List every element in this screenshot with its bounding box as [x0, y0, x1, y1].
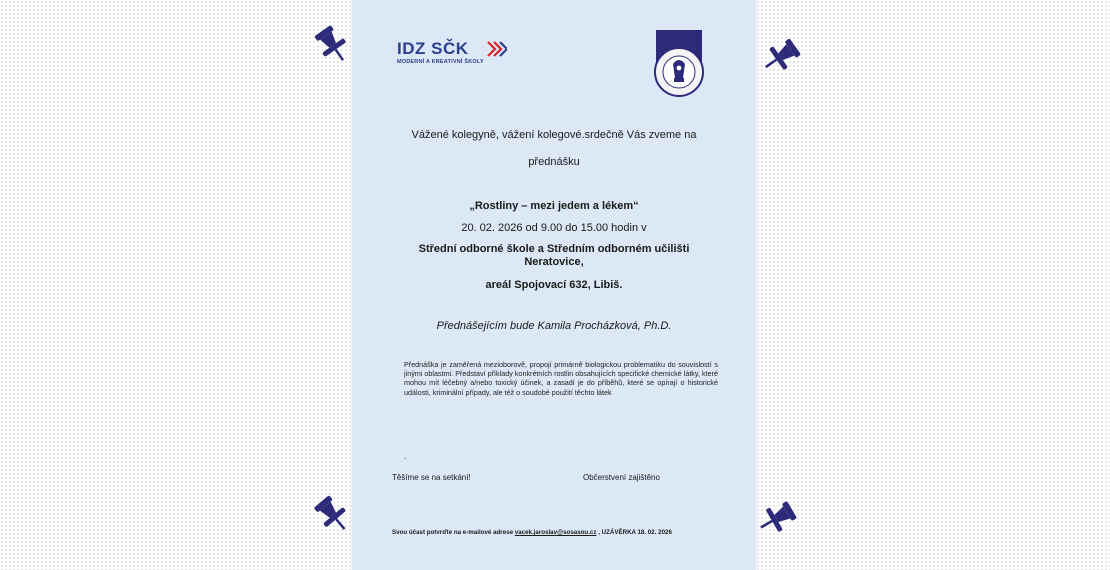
pushpin-icon: [754, 492, 804, 542]
idz-sck-logo: [397, 40, 484, 65]
pushpin-icon: [306, 488, 356, 538]
chevron-logo-icon: [485, 41, 507, 57]
greeting-text: Vážené kolegyně, vážení kolegové.srdečně Vás zveme na: [411, 129, 697, 141]
lecture-date: 20. 02. 2026 od 9.00 do 15.00 hodin v: [461, 222, 647, 234]
rsvp-email-link[interactable]: vacek.jaroslav@sosasou.cz: [514, 529, 597, 536]
venue-line-1: Střední odborné škole a Středním odborném učilišti: [418, 243, 690, 255]
lecture-type: přednášku: [528, 156, 580, 168]
logo-tagline: MODERNÍ A KREATIVNÍ ŠKOLY: [397, 59, 484, 65]
school-crest-logo: [652, 28, 708, 100]
invitation-page: [352, 0, 756, 570]
rsvp-deadline: , UZÁVĚRKA 18. 02. 2026: [596, 529, 672, 536]
rsvp-line: [392, 529, 672, 536]
pushpin-icon: [306, 18, 356, 68]
rsvp-prefix: Svou účast potvrďte na e-mailové adrese: [392, 529, 515, 536]
lecture-description: Přednáška je zaměřená mezioborově, propojí primárně biologickou problematiku do souvislostí s jinými oblastmi. Představí příklady konkrétních rostlin obsahujících specifické chemické látky, které mohou mít léčebný a/nebo toxický účinek, a zasadí je do příběhů, které se opírají o historické události, kriminální případy, ale též o soudobé použití těchto látek: [404, 360, 718, 397]
venue-address: areál Spojovací 632, Libiš.: [485, 279, 623, 291]
pushpin-icon: [758, 30, 808, 80]
lecture-title: „Rostliny – mezi jedem a lékem“: [469, 200, 639, 212]
venue-line-2: Neratovice,: [524, 256, 584, 268]
closing-text: Těšíme se na setkání!: [392, 473, 471, 482]
lecturer-name: Přednášejícím bude Kamila Procházková, Ph.D.: [436, 320, 672, 332]
logo-brand: IDZ SČK: [397, 39, 469, 58]
refreshments-text: Občerstvení zajištěno: [583, 473, 660, 482]
stray-dot: .: [404, 452, 407, 461]
